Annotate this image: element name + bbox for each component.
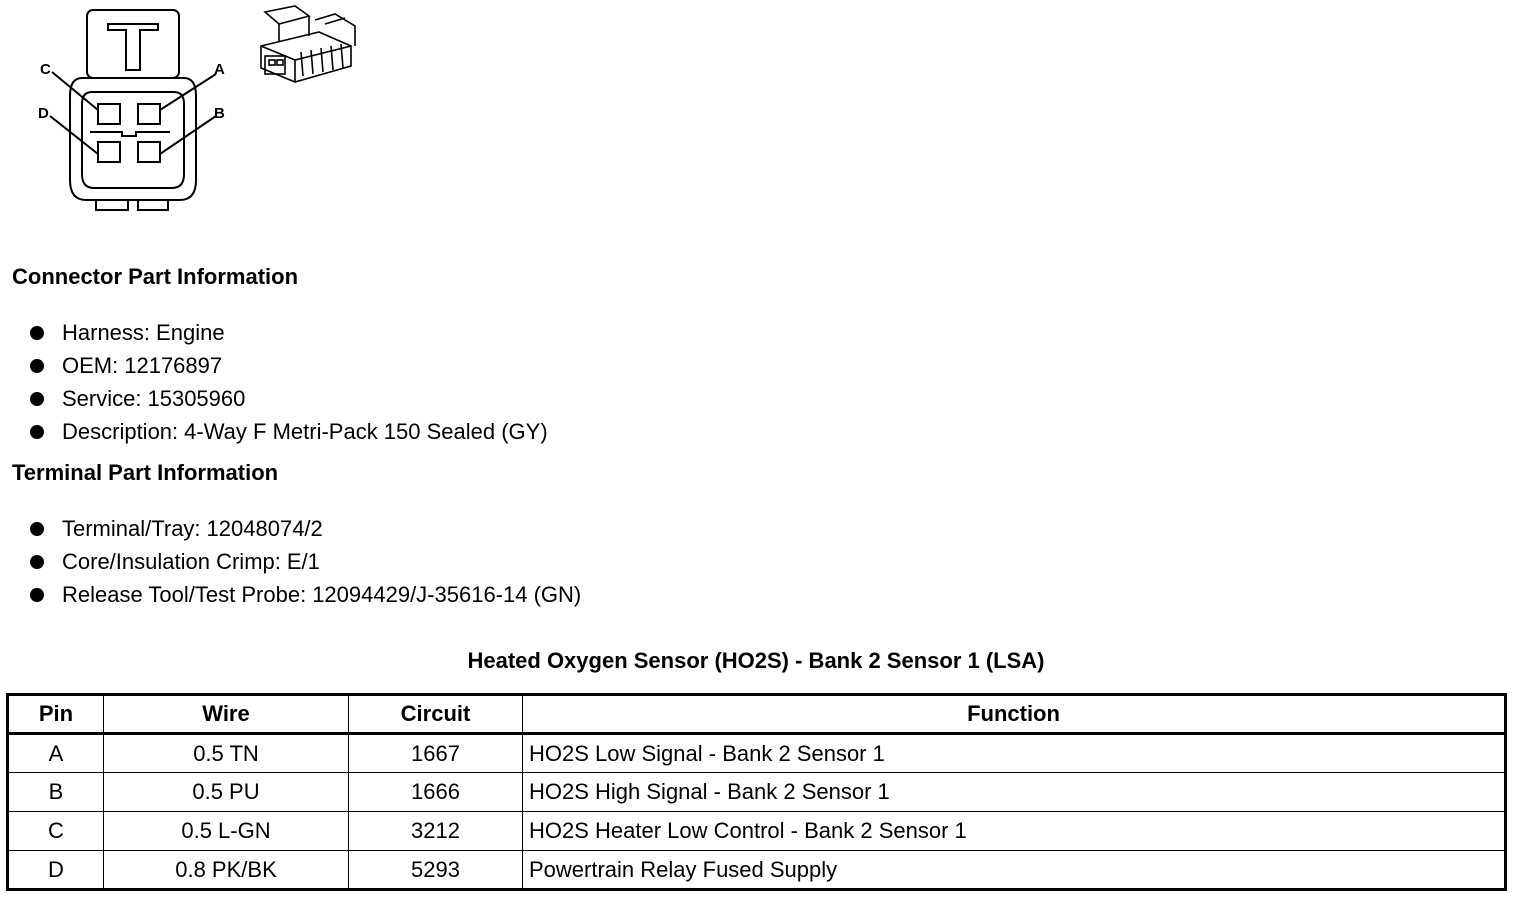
terminal-info-list bbox=[28, 512, 581, 611]
list-item: Release Tool/Test Probe: 12094429/J-35616-14 (GN) bbox=[28, 578, 581, 611]
table-row bbox=[8, 773, 1506, 812]
cell-function: HO2S High Signal - Bank 2 Sensor 1 bbox=[523, 773, 1506, 812]
cell-function: HO2S Low Signal - Bank 2 Sensor 1 bbox=[523, 734, 1506, 773]
list-item: OEM: 12176897 bbox=[28, 349, 548, 382]
table-header-row bbox=[8, 695, 1506, 734]
pin-label-a: A bbox=[214, 61, 225, 78]
header-wire: Wire bbox=[104, 695, 349, 734]
bullet-icon bbox=[30, 522, 44, 536]
bullet-icon bbox=[30, 326, 44, 340]
list-item: Terminal/Tray: 12048074/2 bbox=[28, 512, 581, 545]
cell-circuit: 1666 bbox=[349, 773, 523, 812]
cell-circuit: 1667 bbox=[349, 734, 523, 773]
cell-function: Powertrain Relay Fused Supply bbox=[523, 851, 1506, 890]
pin-table-title: Heated Oxygen Sensor (HO2S) - Bank 2 Sensor 1 (LSA) bbox=[467, 648, 1045, 673]
bullet-icon bbox=[30, 555, 44, 569]
connector-isometric-image bbox=[255, 2, 365, 86]
connector-face-diagram bbox=[30, 4, 225, 214]
list-item: Harness: Engine bbox=[28, 316, 548, 349]
list-item: Description: 4-Way F Metri-Pack 150 Sealed (GY) bbox=[28, 415, 548, 448]
bullet-icon bbox=[30, 392, 44, 406]
terminal-info-title: Terminal Part Information bbox=[12, 460, 279, 485]
bullet-icon bbox=[30, 588, 44, 602]
cell-circuit: 5293 bbox=[349, 851, 523, 890]
header-pin: Pin bbox=[8, 695, 104, 734]
cell-wire: 0.5 TN bbox=[104, 734, 349, 773]
list-item: Core/Insulation Crimp: E/1 bbox=[28, 545, 581, 578]
header-circuit: Circuit bbox=[349, 695, 523, 734]
list-item: Service: 15305960 bbox=[28, 382, 548, 415]
cell-wire: 0.5 PU bbox=[104, 773, 349, 812]
pin-label-b: B bbox=[214, 105, 225, 122]
cell-pin: C bbox=[8, 812, 104, 851]
table-row bbox=[8, 851, 1506, 890]
connector-info-title: Connector Part Information bbox=[12, 264, 299, 289]
cell-pin: B bbox=[8, 773, 104, 812]
cell-pin: D bbox=[8, 851, 104, 890]
cell-circuit: 3212 bbox=[349, 812, 523, 851]
cell-wire: 0.8 PK/BK bbox=[104, 851, 349, 890]
table-row bbox=[8, 812, 1506, 851]
cell-function: HO2S Heater Low Control - Bank 2 Sensor 1 bbox=[523, 812, 1506, 851]
table-row bbox=[8, 734, 1506, 773]
cell-wire: 0.5 L-GN bbox=[104, 812, 349, 851]
bullet-icon bbox=[30, 359, 44, 373]
bullet-icon bbox=[30, 425, 44, 439]
pin-label-d: D bbox=[38, 105, 49, 122]
pin-table bbox=[6, 693, 1507, 891]
cell-pin: A bbox=[8, 734, 104, 773]
connector-info-list bbox=[28, 316, 548, 448]
header-function: Function bbox=[523, 695, 1506, 734]
pin-label-c: C bbox=[40, 61, 51, 78]
